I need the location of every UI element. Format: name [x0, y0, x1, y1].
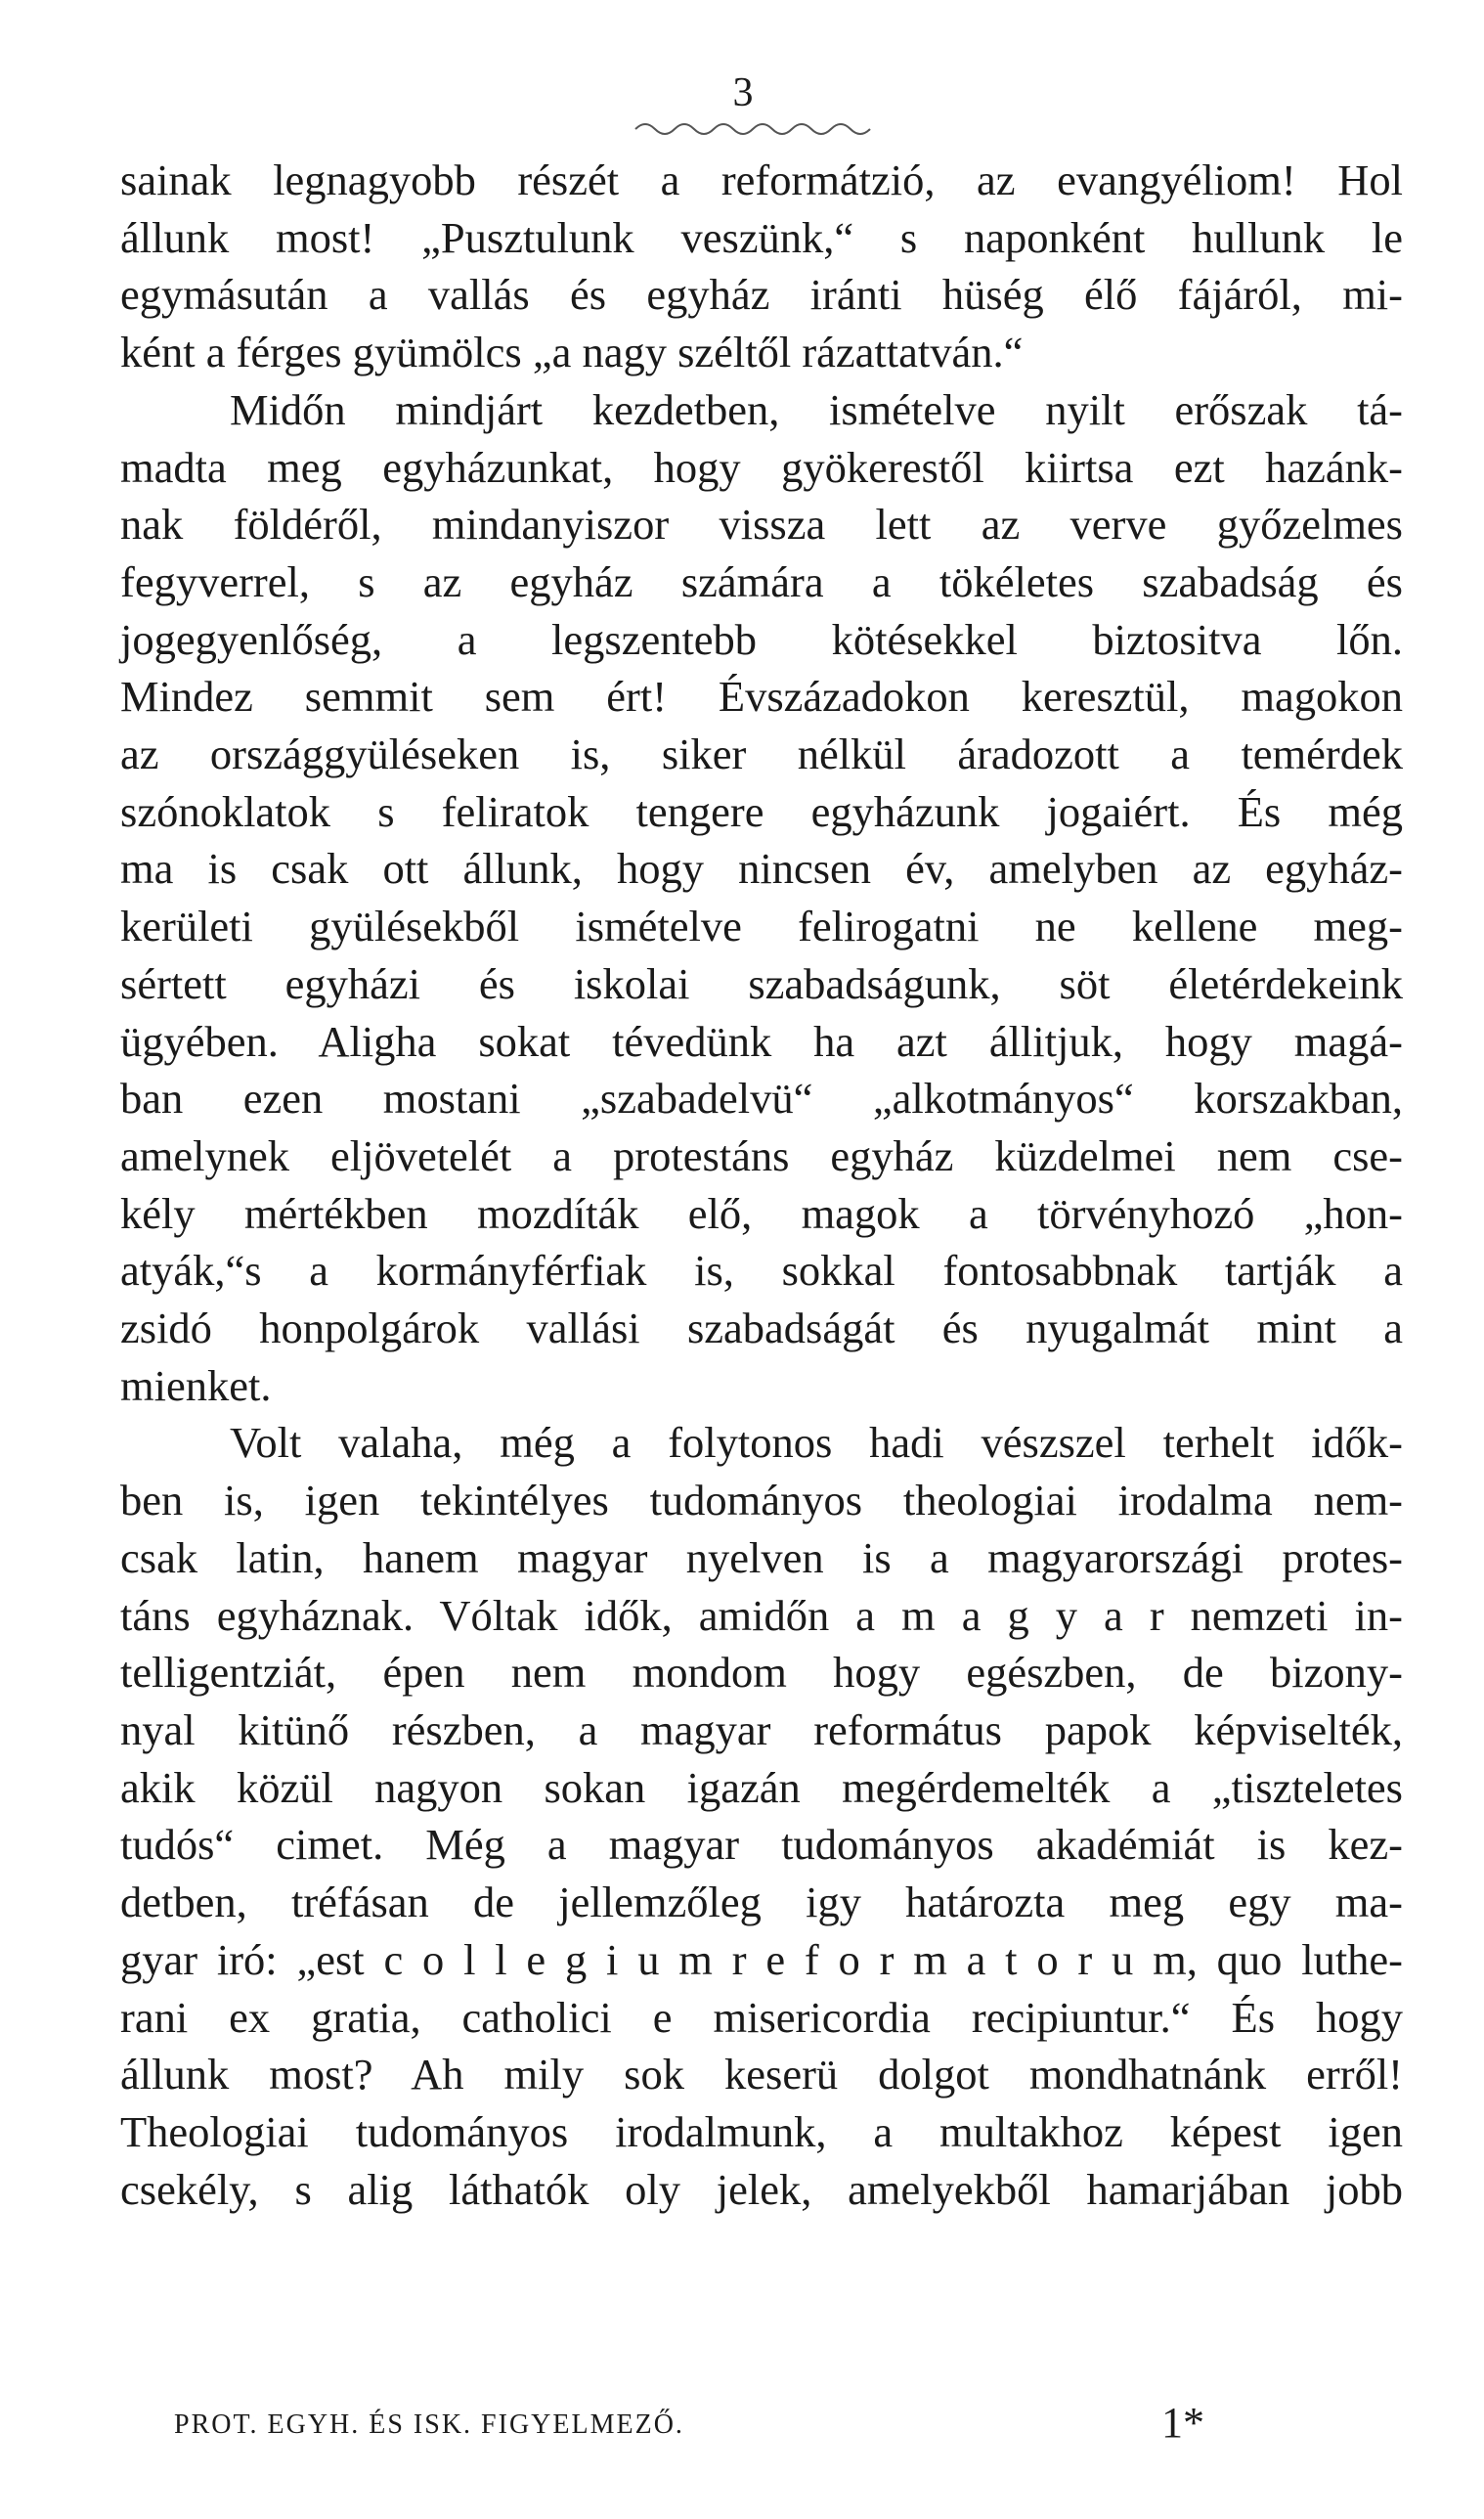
text-line: állunk most! „Pusztulunk veszünk,“ s naponként hullunk le [120, 212, 1403, 262]
signature-mark: 1* [1161, 2399, 1204, 2447]
text-line: Theologiai tudományos irodalmunk, a multakhoz képest igen [120, 2106, 1403, 2156]
header-ornament [631, 115, 875, 139]
text-line: sértett egyházi és iskolai szabadságunk, söt életérdekeink [120, 958, 1403, 1008]
text-line: telligentziát, épen nem mondom hogy egészben, de bizony- [120, 1648, 1403, 1698]
text-line: tudós“ cimet. Még a magyar tudományos akadémiát is kez- [120, 1820, 1403, 1870]
text-line: mienket. [120, 1360, 272, 1410]
page-number: 3 [732, 70, 754, 115]
text-line: madta meg egyházunkat, hogy gyökerestől kiirtsa ezt hazánk- [120, 442, 1403, 492]
text-line: sainak legnagyobb részét a reformátzió, az evangyéliom! Hol [120, 155, 1403, 204]
text-line: detben, tréfásan de jellemzőleg igy határozta meg egy ma- [120, 1878, 1403, 1927]
text-line: ként a férges gyümölcs „a nagy széltől rázattatván.“ [120, 328, 1024, 377]
text-line: egymásután a vallás és egyház iránti hüség élő fájáról, mi- [120, 270, 1403, 320]
text-line: jogegyenlőség, a legszentebb kötésekkel biztositva lőn. [120, 614, 1403, 664]
text-line: állunk most? Ah mily sok keserü dolgot mondhatnánk erről! [120, 2050, 1403, 2099]
text-line: amelynek eljövetelét a protestáns egyház küzdelmei nem cse- [120, 1130, 1403, 1180]
text-line: zsidó honpolgárok vallási szabadságát és nyugalmát mint a [120, 1304, 1403, 1353]
text-line: rani ex gratia, catholici e misericordia recipiuntur.“ És hogy [120, 1992, 1403, 2042]
text-line: gyar iró: „est c o l l e g i u m r e f o r m a t o r u m, quo luthe- [120, 1934, 1403, 1984]
text-line: csak latin, hanem magyar nyelven is a magyarországi protes- [120, 1532, 1403, 1582]
text-line: nyal kitünő részben, a magyar református papok képviselték, [120, 1704, 1403, 1754]
text-line: az országgyüléseken is, siker nélkül áradozott a temérdek [120, 729, 1403, 779]
text-line: ügyében. Aligha sokat tévedünk ha azt állitjuk, hogy magá- [120, 1016, 1403, 1066]
text-line: csekély, s alig láthatók oly jelek, amelyekből hamarjában jobb [120, 2164, 1403, 2214]
text-line: fegyverrel, s az egyház számára a tökéletes szabadság és [120, 556, 1403, 606]
text-line: szónoklatok s feliratok tengere egyházunk jogaiért. És még [120, 786, 1403, 836]
text-line: ben is, igen tekintélyes tudományos theologiai irodalma nem- [120, 1476, 1403, 1525]
text-line: Volt valaha, még a folytonos hadi vészszel terhelt idők- [230, 1418, 1403, 1468]
journal-title: PROT. EGYH. ÉS ISK. FIGYELMEZŐ. [174, 2409, 684, 2440]
text-line: Midőn mindjárt kezdetben, ismételve nyilt erőszak tá- [230, 384, 1403, 434]
text-line: táns egyháznak. Vóltak idők, amidőn a m a g y a r nemzeti in- [120, 1590, 1403, 1640]
body-text [120, 152, 1403, 2218]
page-footer [174, 2398, 1406, 2447]
text-line: kerületi gyülésekből ismételve felirogatni ne kellene meg- [120, 902, 1403, 951]
text-line: kély mértékben mozdíták elő, magok a törvényhozó „hon- [120, 1188, 1403, 1238]
text-line: atyák,“s a kormányférfiak is, sokkal fontosabbnak tartják a [120, 1246, 1403, 1296]
text-line: akik közül nagyon sokan igazán megérdemelték a „tiszteletes [120, 1762, 1403, 1812]
text-line: Mindez semmit sem ért! Évszázadokon keresztül, magokon [120, 672, 1403, 722]
text-line: nak földéről, mindanyiszor vissza lett az verve győzelmes [120, 500, 1403, 550]
text-line: ban ezen mostani „szabadelvü“ „alkotmányos“ korszakban, [120, 1074, 1403, 1124]
text-line: ma is csak ott állunk, hogy nincsen év, amelyben az egyház- [120, 844, 1403, 894]
